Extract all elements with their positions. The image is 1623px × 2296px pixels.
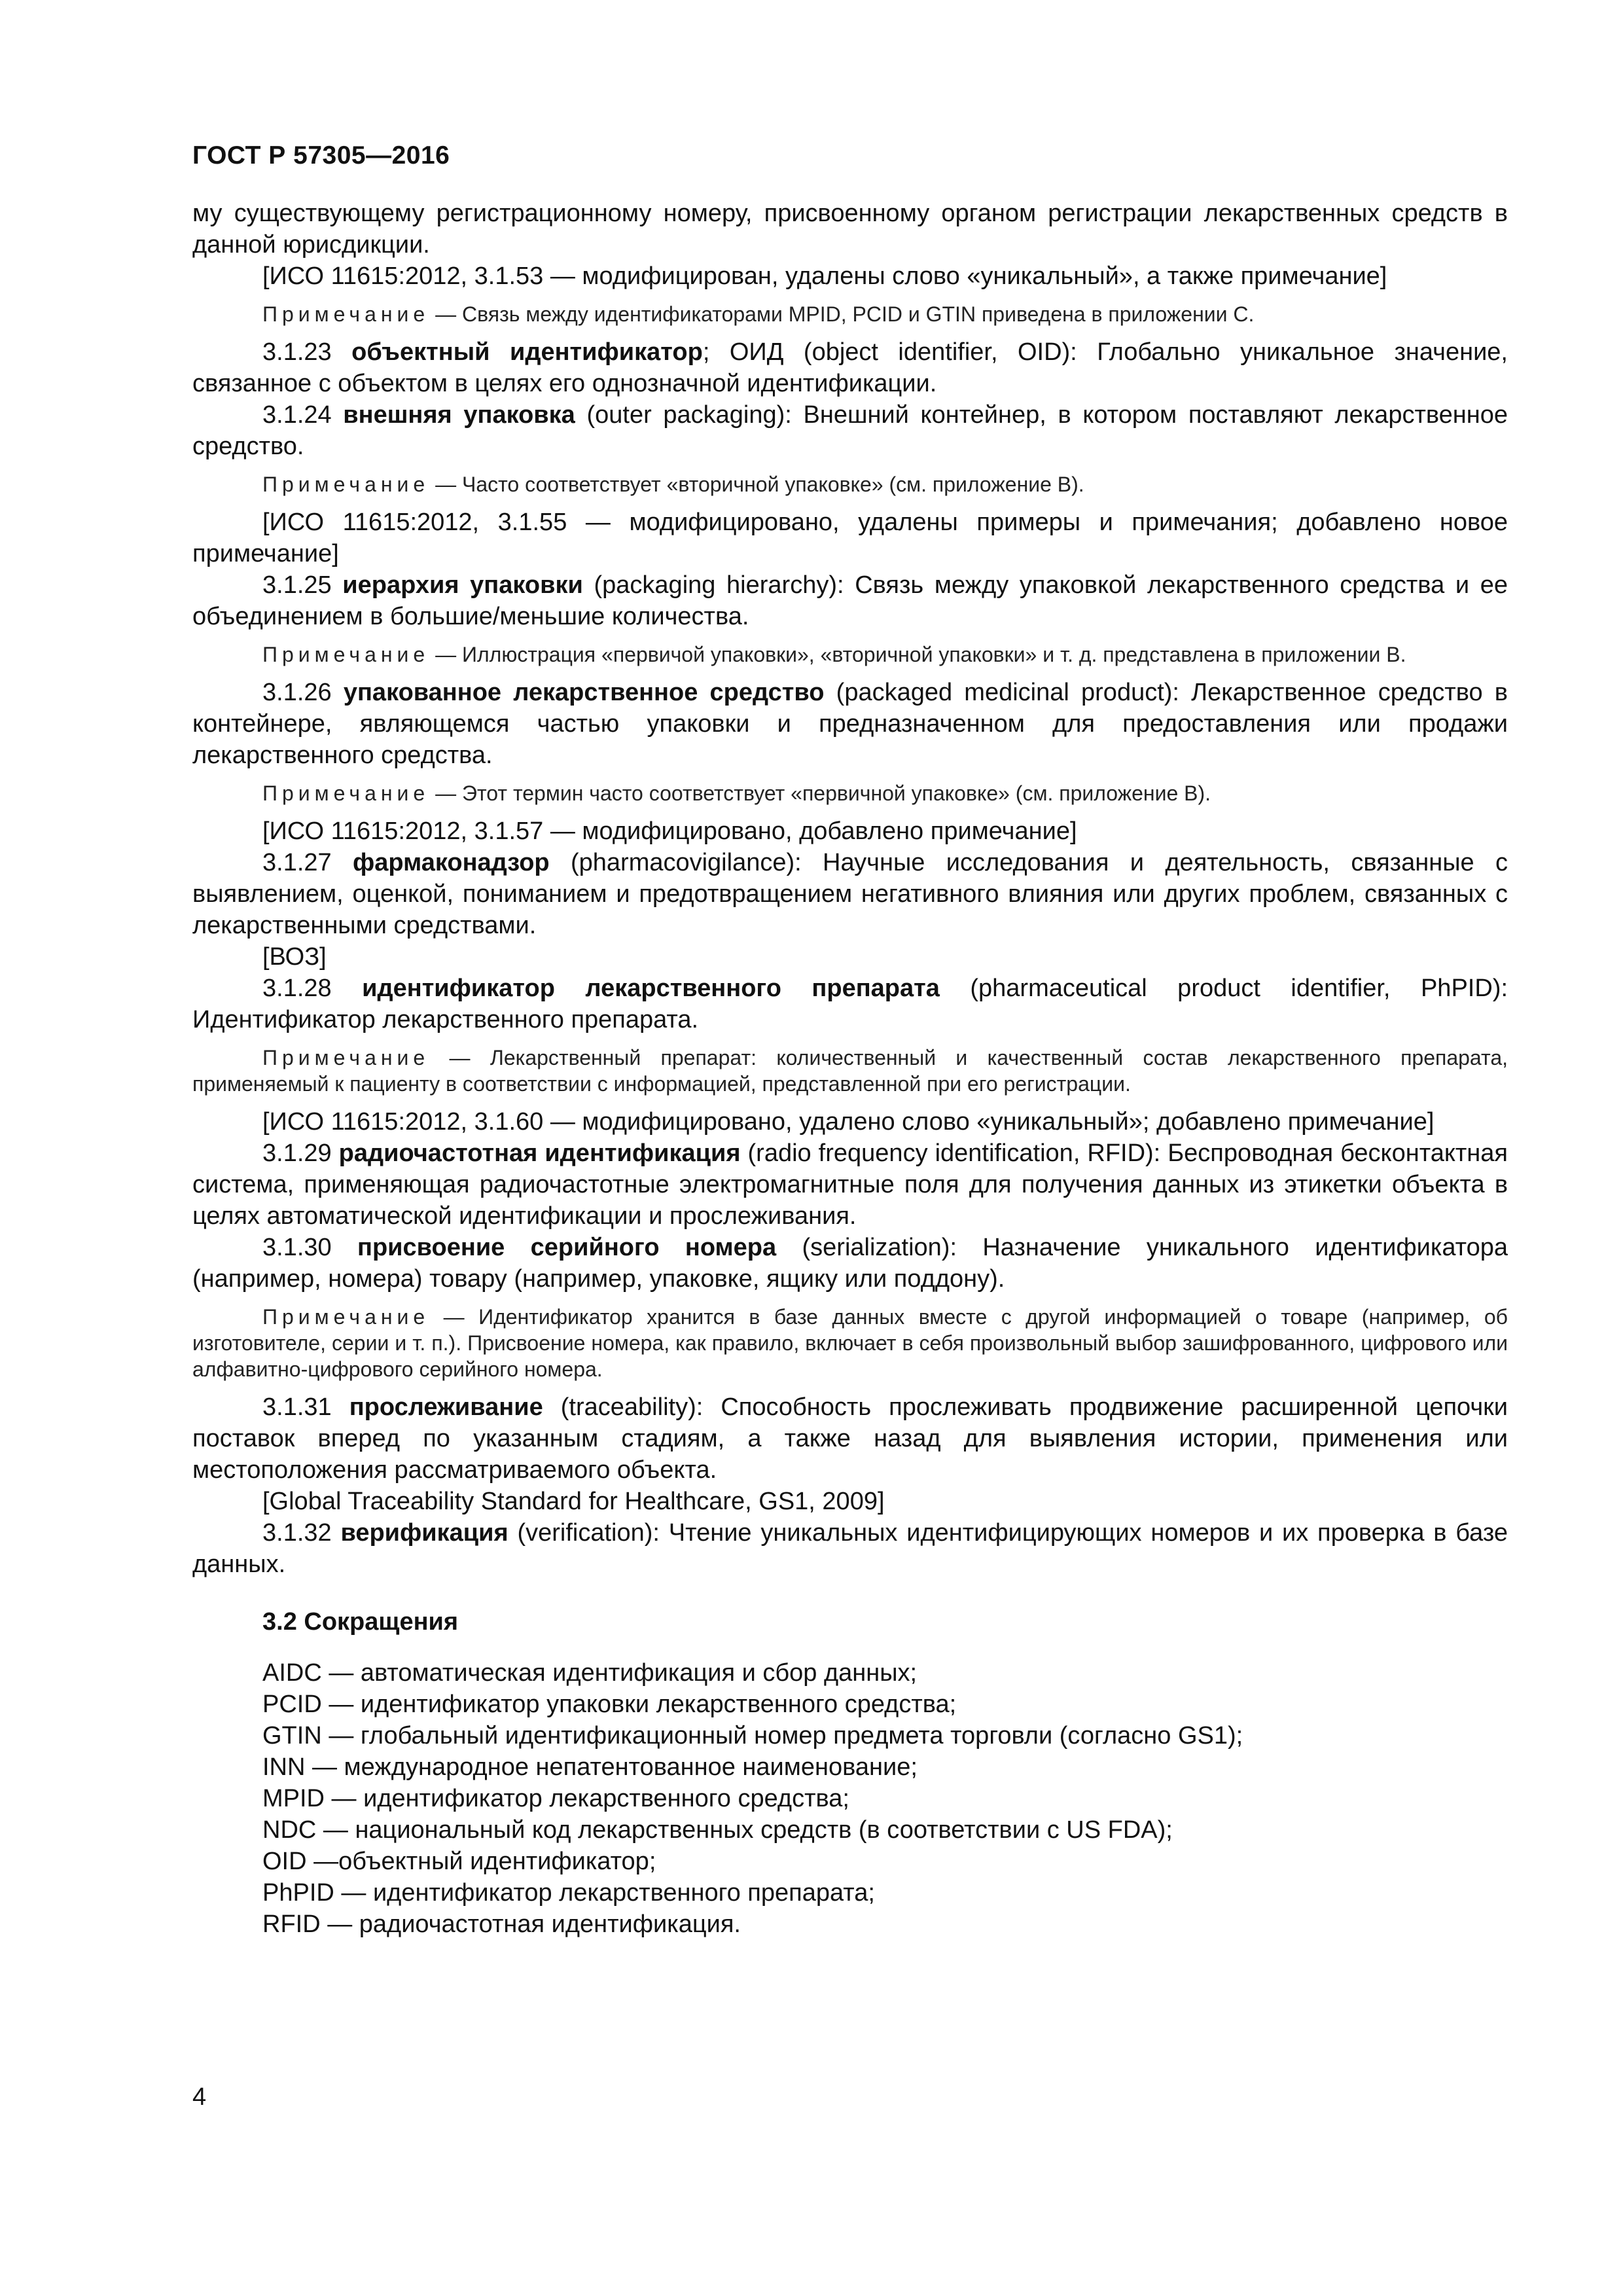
reference-paragraph — [192, 1106, 1508, 1138]
note-label: Примечание — [262, 1046, 430, 1069]
term-number: 3.1.31 — [262, 1393, 349, 1421]
term-name: верификация — [340, 1519, 508, 1547]
page-number: 4 — [192, 2083, 207, 2111]
abbreviation-item: MPID — идентификатор лекарственного средства; — [262, 1785, 849, 1812]
term-definition — [192, 1391, 1508, 1486]
term-text: (traceability): Способность прослеживать продвижение расширенной цепочки поставок вперед по указанным стадиям, а также назад для выявления истории, применения или местоположения рассматриваемого объекта. — [192, 1393, 1508, 1484]
note-paragraph — [192, 1304, 1508, 1382]
term-name: прослеживание — [349, 1393, 543, 1421]
term-name: внешняя упаковка — [343, 401, 575, 429]
abbreviation-item: AIDC — автоматическая идентификация и сбор данных; — [262, 1659, 918, 1687]
note-text: — Часто соответствует «вторичной упаковке» (см. приложение В). — [429, 473, 1084, 496]
document-header: ГОСТ Р 57305—2016 — [192, 141, 450, 170]
abbreviation-item: INN — международное непатентованное наименование; — [262, 1753, 918, 1781]
note-text: — Этот термин часто соответствует «первичной упаковке» (см. приложение В). — [429, 781, 1211, 805]
abbreviation-item: RFID — радиочастотная идентификация. — [262, 1910, 741, 1938]
note-label: Примечание — [262, 473, 430, 496]
abbreviation-item: GTIN — глобальный идентификационный номер предмета торговли (согласно GS1); — [262, 1722, 1243, 1749]
note-paragraph — [192, 641, 1508, 668]
reference-paragraph — [192, 941, 1508, 973]
note-paragraph — [192, 301, 1508, 327]
term-text: (packaging hierarchy): Связь между упаковкой лекарственного средства и ее объединением в большие/меньшие количества. — [192, 571, 1508, 630]
abbreviation-item: PCID — идентификатор упаковки лекарственного средства; — [262, 1691, 957, 1718]
note-text: — Связь между идентификаторами MPID, PCID и GTIN приведена в приложении С. — [429, 302, 1255, 326]
note-text: — Лекарственный препарат: количественный и качественный состав лекарственного препарата, применяемый к пациенту в соответствии с информацией, представленной при его регистрации. — [192, 1046, 1508, 1096]
term-number: 3.1.32 — [262, 1519, 341, 1547]
document-page — [192, 141, 1508, 1940]
term-text: (pharmaceutical product identifier, PhPID): Идентификатор лекарственного препарата. — [192, 975, 1508, 1033]
document-body — [192, 198, 1508, 1580]
paragraph-text: [ИСО 11615:2012, 3.1.53 — модифицирован, удалены слово «уникальный», а также примечание] — [262, 262, 1387, 290]
term-name: идентификатор лекарственного препарата — [362, 975, 940, 1002]
term-name: радиочастотная идентификация — [338, 1139, 741, 1167]
term-number: 3.1.27 — [262, 849, 353, 876]
term-definition — [192, 847, 1508, 941]
term-definition — [192, 1517, 1508, 1580]
paragraph-text: [ИСО 11615:2012, 3.1.57 — модифицировано, добавлено примечание] — [262, 817, 1077, 845]
paragraph-text: [ВОЗ] — [262, 943, 327, 971]
reference-paragraph — [192, 260, 1508, 292]
term-number: 3.1.28 — [262, 975, 363, 1002]
abbreviation-item: OID —объектный идентификатор; — [262, 1848, 656, 1875]
term-text: (pharmacovigilance): Научные исследования и деятельность, связанные с выявлением, оценкой, пониманием и предотвращением негативного влияния или других проблем, связанных с лекарственными средствами. — [192, 849, 1508, 939]
term-name: фармаконадзор — [353, 849, 550, 876]
abbreviation-item: NDC — национальный код лекарственных средств (в соответствии с US FDA); — [262, 1816, 1173, 1844]
paragraph-text: [ИСО 11615:2012, 3.1.60 — модифицировано, удалено слово «уникальный»; добавлено примечание] — [262, 1108, 1435, 1136]
note-text: — Идентификатор хранится в базе данных вместе с другой информацией о товаре (например, об изготовителе, серии и т. п.). Присвоение номера, как правило, включает в себя произвольный выбор зашифрованного, цифрового или алфавитно-цифрового серийного номера. — [192, 1305, 1508, 1381]
term-name: упакованное лекарственное средство — [343, 679, 825, 706]
note-paragraph — [192, 1045, 1508, 1097]
paragraph-text: му существующему регистрационному номеру, присвоенному органом регистрации лекарственных средств в данной юрисдикции. — [192, 200, 1508, 259]
term-definition — [192, 973, 1508, 1035]
abbreviation-item: PhPID — идентификатор лекарственного препарата; — [262, 1879, 875, 1907]
note-text: — Иллюстрация «первичой упаковки», «вторичной упаковки» и т. д. представлена в приложении В. — [429, 643, 1406, 666]
term-text: (serialization): Назначение уникального идентификатора (например, номера) товару (например, упаковке, ящику или поддону). — [192, 1234, 1508, 1293]
term-text: (outer packaging): Внешний контейнер, в котором поставляют лекарственное средство. — [192, 401, 1508, 460]
term-definition — [192, 569, 1508, 632]
term-number: 3.1.23 — [262, 338, 352, 366]
term-number: 3.1.29 — [262, 1139, 339, 1167]
term-number: 3.1.25 — [262, 571, 343, 599]
term-definition — [192, 1232, 1508, 1295]
term-text: (verification): Чтение уникальных идентифицирующих номеров и их проверка в базе данных. — [192, 1519, 1508, 1578]
term-name: присвоение серийного номера — [357, 1234, 777, 1261]
term-definition — [192, 399, 1508, 462]
term-name: иерархия упаковки — [342, 571, 583, 599]
paragraph-text: [ИСО 11615:2012, 3.1.55 — модифицировано, удалены примеры и примечания; добавлено новое примечание] — [192, 509, 1508, 567]
note-paragraph — [192, 471, 1508, 497]
note-paragraph — [192, 780, 1508, 806]
term-text: (radio frequency identification, RFID): Беспроводная бесконтактная система, применяющая радиочастотные электромагнитные поля для получения данных из этикетки объекта в целях автоматической идентификации и прослеживания. — [192, 1139, 1508, 1230]
term-number: 3.1.26 — [262, 679, 344, 706]
reference-paragraph — [192, 816, 1508, 847]
note-label: Примечание — [262, 643, 430, 666]
term-definition — [192, 336, 1508, 399]
term-definition — [192, 1138, 1508, 1232]
reference-paragraph — [192, 1486, 1508, 1517]
abbreviation-list — [192, 1657, 1508, 1940]
term-name: объектный идентификатор — [351, 338, 703, 366]
reference-paragraph — [192, 507, 1508, 569]
term-definition — [192, 677, 1508, 771]
section-title: 3.2 Сокращения — [262, 1608, 459, 1636]
note-label: Примечание — [262, 1305, 430, 1329]
note-label: Примечание — [262, 781, 430, 805]
continued-paragraph — [192, 198, 1508, 260]
term-number: 3.1.24 — [262, 401, 344, 429]
note-label: Примечание — [262, 302, 430, 326]
term-number: 3.1.30 — [262, 1234, 357, 1261]
paragraph-text: [Global Traceability Standard for Healthcare, GS1, 2009] — [262, 1488, 885, 1515]
term-text: ; ОИД (object identifier, OID): Глобально уникальное значение, связанное с объектом в целях его однозначной идентификации. — [192, 338, 1508, 397]
term-text: (packaged medicinal product): Лекарственное средство в контейнере, являющемся частью упаковки и предназначенном для предоставления или продажи лекарственного средства. — [192, 679, 1508, 769]
